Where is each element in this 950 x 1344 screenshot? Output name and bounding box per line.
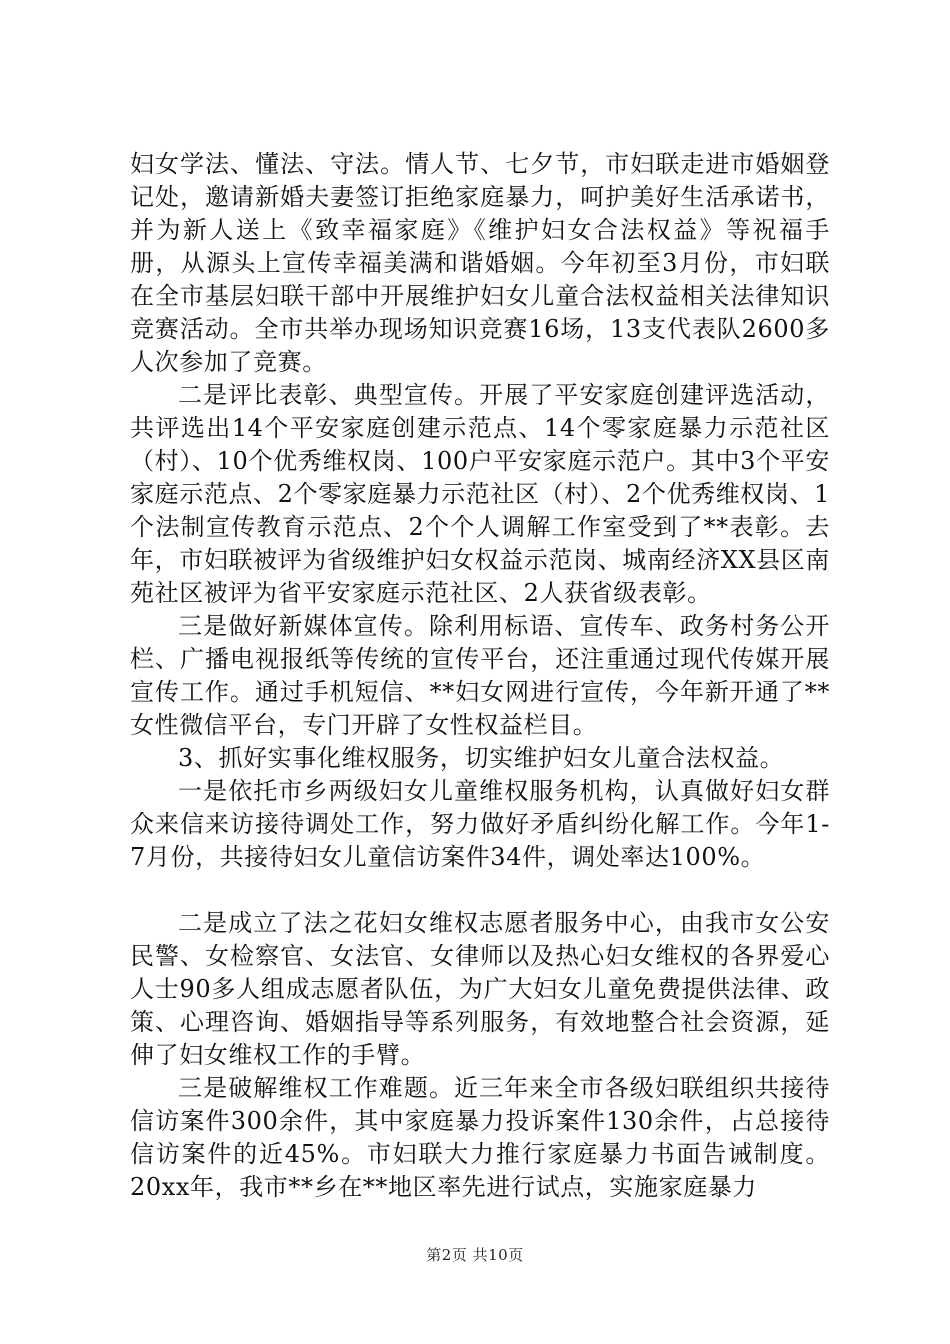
paragraph-volunteer-center: 二是成立了法之花妇女维权志愿者服务中心，由我市女公安民警、女检察官、女法官、女律师以及热心妇女维权的各界爱心人士90多人组成志愿者队伍，为广大妇女儿童免费提供法律、政策、心理咨询、婚姻指导等系列服务，有效地整合社会资源，延伸了妇女维权工作的手臂。 [130, 909, 830, 1069]
paragraph-difficulties: 三是破解维权工作难题。近三年来全市各级妇联组织共接待信访案件300余件，其中家庭暴力投诉案件130余件，占总接待信访案件的近45%。市妇联大力推行家庭暴力书面告诫制度。20xx年，我市**乡在**地区率先进行试点，实施家庭暴力 [130, 1074, 830, 1201]
paragraph-new-media: 三是做好新媒体宣传。除利用标语、宣传车、政务村务公开栏、广播电视报纸等传统的宣传平台，还注重通过现代传媒开展宣传工作。通过手机短信、**妇女网进行宣传，今年新开通了**女性微信平台，专门开辟了女性权益栏目。 [130, 612, 830, 739]
document-body [130, 148, 830, 1204]
paragraph-service-agencies: 一是依托市乡两级妇女儿童维权服务机构，认真做好妇女群众来信来访接待调处工作，努力做好矛盾纠纷化解工作。今年1-7月份，共接待妇女儿童信访案件34件，调处率达100%。 [130, 777, 830, 871]
paragraph-commendation: 二是评比表彰、典型宣传。开展了平安家庭创建评选活动，共评选出14个平安家庭创建示范点、14个零家庭暴力示范社区（村）、10个优秀维权岗、100户平安家庭示范户。其中3个平安家庭示范点、2个零家庭暴力示范社区（村）、2个优秀维权岗、1个法制宣传教育示范点、2个个人调解工作室受到了**表彰。去年，市妇联被评为省级维护妇女权益示范岗、城南经济XX县区南苑社区被评为省平安家庭示范社区、2人获省级表彰。 [130, 381, 830, 607]
page-number-footer: 第2页 共10页 [426, 1246, 524, 1264]
paragraph-continuation: 妇女学法、懂法、守法。情人节、七夕节，市妇联走进市婚姻登记处，邀请新婚夫妻签订拒绝家庭暴力，呵护美好生活承诺书，并为新人送上《致幸福家庭》《维护妇女合法权益》等祝福手册，从源头上宣传幸福美满和谐婚姻。今年初至3月份，市妇联在全市基层妇联干部中开展维护妇女儿童合法权益相关法律知识竞赛活动。全市共举办现场知识竞赛16场，13支代表队2600多人次参加了竞赛。 [130, 150, 830, 376]
section-heading-3: 3、抓好实事化维权服务，切实维护妇女儿童合法权益。 [178, 744, 785, 772]
